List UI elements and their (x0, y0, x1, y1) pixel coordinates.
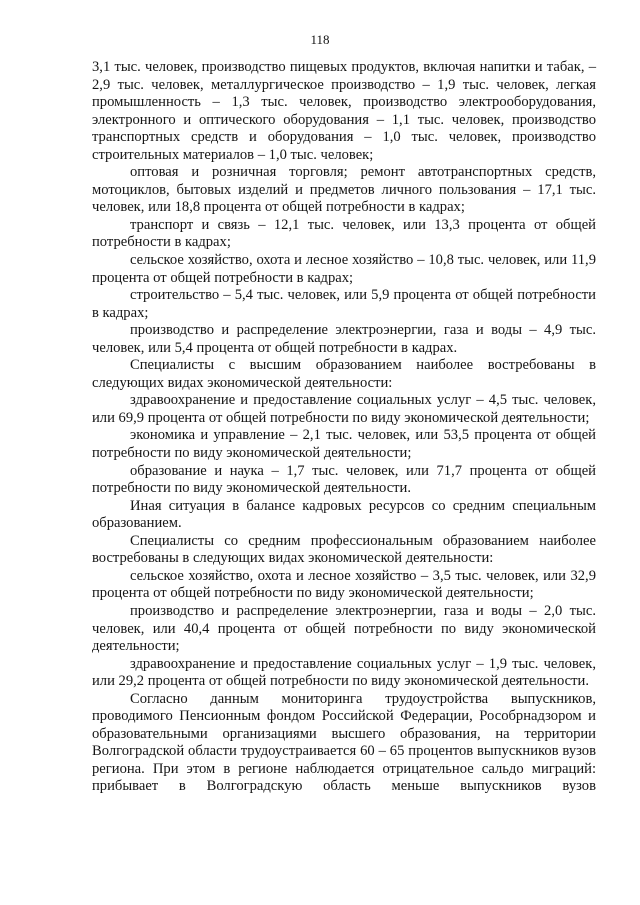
paragraph-transport: транспорт и связь – 12,1 тыс. человек, или 13,3 процента от общей потребности в кадрах; (92, 216, 596, 251)
paragraph-education-science: образование и наука – 1,7 тыс. человек, или 71,7 процента от общей потребности по виду экономической деятельности. (92, 462, 596, 497)
paragraph-energy: производство и распределение электроэнергии, газа и воды – 4,9 тыс. человек, или 5,4 процента от общей потребности в кадрах. (92, 322, 596, 356)
paragraph-graduates-monitoring: Согласно данным мониторинга трудоустройства выпускников, проводимого Пенсионным фондом Российской Федерации, Рособрнадзором и образовательными организациями высшего образования, на территории Волгоградской области трудоустраивается 60 – 65 процентов выпускников вузов региона. При этом в регионе наблюдается отрицательное сальдо миграций: прибывает в Волгоградскую область меньше выпускников вузов (92, 690, 596, 795)
paragraph-economics: экономика и управление – 2,1 тыс. человек, или 53,5 процента от общей потребности по виду экономической деятельности; (92, 427, 596, 462)
document-body (92, 59, 596, 796)
paragraph-secondary-situation: Иная ситуация в балансе кадровых ресурсов со средним специальным образованием. (92, 497, 596, 532)
page-number: 118 (310, 32, 330, 47)
paragraph-healthcare-higher: здравоохранение и предоставление социальных услуг – 4,5 тыс. человек, или 69,9 процента от общей потребности по виду экономической деятельности; (92, 392, 596, 426)
paragraph-trade: оптовая и розничная торговля; ремонт автотранспортных средств, мотоциклов, бытовых изделий и предметов личного пользования – 17,1 тыс. человек, или 18,8 процента от общей потребности в кадрах; (92, 164, 596, 216)
paragraph-secondary-intro: Специалисты со средним профессиональным образованием наиболее востребованы в следующих видах экономической деятельности: (92, 532, 596, 567)
paragraph-healthcare-secondary: здравоохранение и предоставление социальных услуг – 1,9 тыс. человек, или 29,2 процента от общей потребности по виду экономической деятельности. (92, 655, 596, 690)
paragraph-higher-education-intro: Специалисты с высшим образованием наиболее востребованы в следующих видах экономической деятельности: (92, 357, 596, 391)
paragraph-construction: строительство – 5,4 тыс. человек, или 5,9 процента от общей потребности в кадрах; (92, 287, 596, 321)
paragraph-industry-continuation: 3,1 тыс. человек, производство пищевых продуктов, включая напитки и табак, – 2,9 тыс. человек, металлургическое производство – 1,9 тыс. человек, легкая промышленность – 1,3 тыс. человек, производство электрооборудования, электронного и оптического оборудования – 1,1 тыс. человек, производство транспортных средств и оборудования – 1,0 тыс. человек, производство строительных материалов – 1,0 тыс. человек; (92, 59, 596, 163)
paragraph-energy-secondary: производство и распределение электроэнергии, газа и воды – 2,0 тыс. человек, или 40,4 процента от общей потребности по виду экономической деятельности; (92, 602, 596, 655)
paragraph-agriculture: сельское хозяйство, охота и лесное хозяйство – 10,8 тыс. человек, или 11,9 процента от общей потребности в кадрах; (92, 252, 596, 286)
paragraph-agriculture-secondary: сельское хозяйство, охота и лесное хозяйство – 3,5 тыс. человек, или 32,9 процента от общей потребности по виду экономической деятельности; (92, 567, 596, 602)
